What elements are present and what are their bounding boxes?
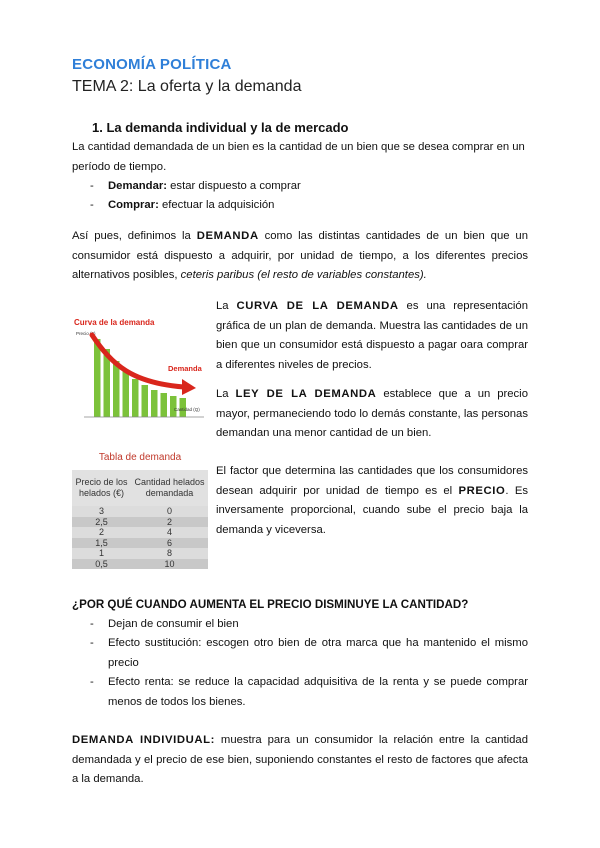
reason-item [90,673,528,712]
table-row [72,548,208,559]
text-run: Así pues, definimos la [72,230,197,242]
term-curva: CURVA DE LA DEMANDA [236,300,399,312]
factor-paragraph [216,462,528,540]
figure-curve-label: Demanda [168,364,202,373]
table-header-quantity: Cantidad helados demandada [131,470,208,506]
price-cell: 2,5 [72,517,131,528]
price-cell: 1,5 [72,538,131,549]
quantity-cell: 8 [131,548,208,559]
dash-icon: - [90,676,94,688]
reason-text: Efecto sustitución: escogen otro bien de otra marca que ha mantenido el mismo precio [108,637,528,669]
figure-bar [123,371,130,417]
text-run: La [216,300,237,312]
figure-bar [142,385,149,417]
text-run: El factor que determina las cantidades que los consumidores desean adquirir por unidad de tiempo es el [216,465,528,497]
table-row [72,538,208,549]
price-cell: 0,5 [72,559,131,570]
question-heading: ¿POR QUÉ CUANDO AUMENTA EL PRECIO DISMINUYE LA CANTIDAD? [72,598,469,611]
quantity-cell: 4 [131,527,208,538]
individual-demand-paragraph [72,731,528,790]
table-header-price: Precio de los helados (€) [72,470,131,506]
demand-table [72,470,208,569]
reason-item [90,615,528,635]
text-run: como las distintas cantidades de un bien que un consumidor está dispuesto a adquirir, por unidad de tiempo, a los diferentes precios alternativos posibles, [72,230,528,281]
table-row [72,517,208,528]
dash-icon: - [90,618,94,630]
figure-bar [132,379,139,417]
bullet-text: estar dispuesto a comprar [167,180,301,192]
text-run: La [216,388,236,400]
bullet-demandar [90,177,528,197]
table-caption: Tabla de demanda [98,452,182,463]
term-ley: LEY DE LA DEMANDA [235,388,377,400]
table-row [72,506,208,517]
bullet-term: Demandar: [108,180,168,192]
text-run: . Es inversamente proporcional, cuando sube el precio baja la demanda y viceversa. [216,484,528,536]
figure-bar [113,361,120,417]
curve-arrow-icon [182,379,196,395]
quantity-cell: 10 [131,559,208,570]
price-cell: 1 [72,548,131,559]
section-heading: 1. La demanda individual y la de mercado [92,120,349,135]
text-run: muestra para un consumidor la relación entre la cantidad demandada y el precio de ese bien, suponiendo constantes el resto de factores que afecta a la demanda. [72,734,528,785]
table-row [72,527,208,538]
intro-paragraph: La cantidad demandada de un bien es la cantidad de un bien que se desea comprar en un período de tiempo. [72,141,525,173]
figure-bar [151,390,158,417]
topic-title: TEMA 2: La oferta y la demanda [72,78,302,95]
reason-item [90,634,528,673]
dash-icon: - [90,637,94,649]
quantity-cell: 0 [131,506,208,517]
bullet-comprar [90,196,528,216]
term-demanda-individual: DEMANDA INDIVIDUAL: [72,734,216,746]
bullet-text: efectuar la adquisición [158,199,275,211]
demand-curve-figure [72,305,208,427]
quantity-cell: 2 [131,517,208,528]
term-precio: PRECIO [458,484,506,497]
text-run: es una representación gráfica de un plan de demanda. Muestra las cantidades de un bien que un consumidor está dispuesto a pagar oara comprar a diferentes niveles de precios. [216,300,528,371]
table-row [72,559,208,570]
curve-paragraph [216,297,528,375]
dash-icon: - [90,199,94,211]
quantity-cell: 6 [131,538,208,549]
figure-title: Curva de la demanda [74,318,155,327]
ceteris-paribus: ceteris paribus (el resto de variables constantes). [180,269,427,281]
bullet-term: Comprar: [108,199,159,211]
subject-title: ECONOMÍA POLÍTICA [72,56,232,73]
dash-icon: - [90,180,94,192]
price-cell: 3 [72,506,131,517]
figure-bar [94,339,101,417]
text-run: establece que a un precio mayor, permaneciendo todo lo demás constante, las personas demandan una menor cantidad de un bien. [216,388,528,439]
definition-paragraph [72,227,528,286]
term-demanda: DEMANDA [196,230,259,242]
price-cell: 2 [72,527,131,538]
figure-x-label: Cantidad (Q) [174,407,200,412]
reason-text: Efecto renta: se reduce la capacidad adquisitiva de la renta y se puede comprar menos de todos los bienes. [108,676,528,708]
figure-y-label: Precio (€) [76,331,96,336]
reason-text: Dejan de consumir el bien [108,618,239,630]
law-paragraph [216,385,528,444]
figure-bar [161,393,168,417]
